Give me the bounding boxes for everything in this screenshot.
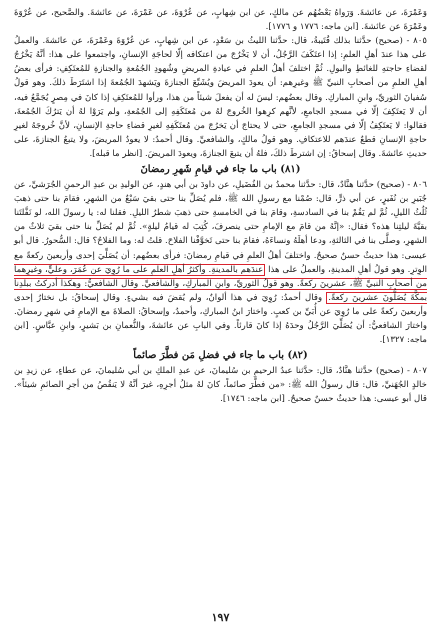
highlighted-passage: عندَهم بالمدينةِ. وأكثرُ أهلِ العلمِ على ما رُوِيَ عن عُمَرَ، وعليٍّ، وغيرِهما من أصحابِ النبيِّ ﷺ، عشرينَ ركعةً. وهو قولُ الثوريِّ، وابنِ المباركِ، والشافعيِّ. وقال الشافعيُّ: وهكذا أدركتُ ببلدِنا بمكَّةَ يُصَلُّونَ عشرينَ ركعةً. [14,264,428,303]
paragraph-806 [14,178,427,347]
paragraph-805: ٨٠٥ - (صحيح) حدَّثنا بذلك قُتَيبةُ، قال: حدَّثنا الليثُ بن سَعْدٍ، عن ابن شِهابٍ، عن عُرْوَةَ وعَمْرَةَ، عن عائشةَ. والعملُ على هذا عندَ أهلِ العلمِ: إذا اعتَكَفَ الرَّجُلُ، أن لا يَخْرُجَ من اعتكافه إلّا لحاجَةِ الإنسانِ، واجتمعوا على هذا: أنَّهُ يَخْرُجُ لقضاءِ حاجتهِ للغائطِ والبولِ. ثُمَّ اختلفَ أهلُ العلمِ في عيادةِ المريضِ وشُهودِ الجُمُعةِ والجنازةِ للمُعتَكِفِ: فرأى بعضُ أهلِ العلمِ من أصحابِ النبيِّ ﷺ وغيرِهم: أن يعودَ المريضَ ويُشَيِّعَ الجنازةَ ويَشهدَ الجُمُعةَ إذا اشتَرَطَ ذلكَ. وهو قولُ سُفيانَ الثوريِّ، وابنِ المباركِ. وقال بعضُهم: ليسَ له أن يفعلَ شيئاً من هذا، ورأوا للمُعتَكِفِ إذا كانَ في مِصرٍ يُجَمَّعُ فيه، أن لا يَعتَكِفَ إلّا في مسجدِ الجامعِ، لأنَّهم كرِهوا الخُروجَ لهُ من مُعتَكَفِهِ إلى الجُمُعةِ، ولم يَرَوْا لهُ أن يَترُكَ الجُمُعةَ، فقالوا: لا يَعتَكِفُ إلّا في مسجدِ الجامعِ، حتى لا يحتاجَ أن يَخرُجَ من مُعتَكَفِهِ لغيرِ قضاءِ حاجةِ الإنسانِ، لأنَّ خُروجَهُ لغيرِ حاجةِ الإنسانِ قطعٌ عندَهم للاعتكافِ. وهو قولُ مالكٍ، والشافعيِّ. وقال أحمدُ: لا يعودُ المريضَ، ولا يتبعُ الجنازةَ، على حديثِ عائشةَ. وقال إسحاقُ: إن اشترطَ ذلكَ، فلهُ أن يتبعَ الجنازةَ، ويعودَ المريضَ. [انظر ما قبله]. [14,36,427,159]
page-number: ١٩٧ [211,611,230,624]
chapter-heading-82: (٨٢) باب ما جاء في فضلِ مَن فطَّرَ صائماً [133,350,308,362]
paragraph-806-start: ٨٠٦ - (صحيح) حدَّثنا هنَّادٌ، قال: حدَّثنا محمدُ بن الفُضَيلِ، عن داودَ بن أبي هندٍ، عن الوليدِ بن عبدِ الرحمنِ الجُرَشيِّ، عن جُبَيرِ بن نُفَيرٍ، عن أبي ذرٍّ، قال: صُمْنا مع رسولِ الله ﷺ، فلم يُصَلِّ بنا حتى بقيَ سَبْعٌ من الشهرِ، فقامَ بنا حتى ذهبَ ثُلُثُ الليلِ، ثُمَّ لم يَقُمْ بنا في السادسةِ، وقامَ بنا في الخامسةِ حتى ذهبَ شطرُ الليلِ. فقلنا له: يا رسولَ الله، لو نَفَّلتَنا بقيَّةَ ليلتِنا هذه؟ فقال: «إنَّهُ من قامَ مع الإمامِ حتى ينصرفَ، كُتِبَ له قيامُ ليلةٍ». ثُمَّ لم يُصَلِّ بنا حتى بقيَ ثلاثٌ من الشهرِ، وصلَّى بنا في الثالثةِ، ودعا أهلَهُ ونساءَهُ، فقامَ بنا حتى تَخوَّفْنا الفلاحَ. قلتُ له: وما الفلاحُ؟ قال: السُّحورُ. قال أبو عيسى: هذا حديثٌ حسنٌ صحيحٌ. واختلفَ أهلُ العلمِ في قيامِ رمضانَ: فرأى بعضُهم: أن يُصَلِّيَ إحدى وأربعينَ ركعةً مع الوِترِ. وهو قولُ أهلِ المدينةِ، والعملُ على هذا [14,180,427,275]
paragraph-806-end: وقال أحمدُ: رُوِيَ في هذا ألوانٌ، ولم يُقضَ فيه بشيءٍ. وقال إسحاقُ: بل نختارُ إحدى وأربعينَ ركعةً على ما رُوِيَ عن أُبَيِّ بن كعبٍ. واختارَ ابنُ المباركِ، وأحمدُ، وإسحاقُ: الصلاةَ مع الإمامِ في شهرِ رمضانَ. واختارَ الشافعيُّ: أن يُصَلِّيَ الرَّجُلُ وحدَهُ إذا كانَ قارئاً. وفي البابِ عن عائشةَ، والنُّعمانِ بن بَشيرٍ، وابنِ عبَّاسٍ. [ابن ماجه: ١٣٢٧]. [14,292,427,346]
paragraph-top: وَعَمْرَةَ، عن عائشةَ. وَرَواهُ بَعْضُهُم عن مالكٍ، عن ابن شِهابٍ، عن عُرْوَةَ، عن عَمْرَةَ، عن عائشةَ. والصَّحيح، عن عُرْوَةَ وعَمْرَةَ عن عائشةَ. [ابن ماجه: ١٧٧٦ و ١٧٧٦]. [14,8,427,33]
chapter-heading-81: (٨١) باب ما جاء في قيامِ شَهرِ رمضانَ [140,164,301,176]
paragraph-807: ٨٠٧ - (صحيح) حدَّثنا هنَّادٌ، قال: حدَّثنا عبدُ الرحيمِ بن سُليمانَ، عن عبدِ الملكِ بن أبي سُليمانَ، عن عطاءٍ، عن زيدِ بن خالدٍ الجُهَنيِّ، قال: قال رسولُ الله ﷺ: «من فطَّرَ صائماً، كانَ لهُ مثلُ أجرِهِ، غيرَ أنَّهُ لا يَنقُصُ من أجرِ الصائمِ شيئاً». قال أبو عيسى: هذا حديثٌ حسنٌ صحيحٌ. [ابن ماجه: ١٧٤٦]. [14,366,427,405]
